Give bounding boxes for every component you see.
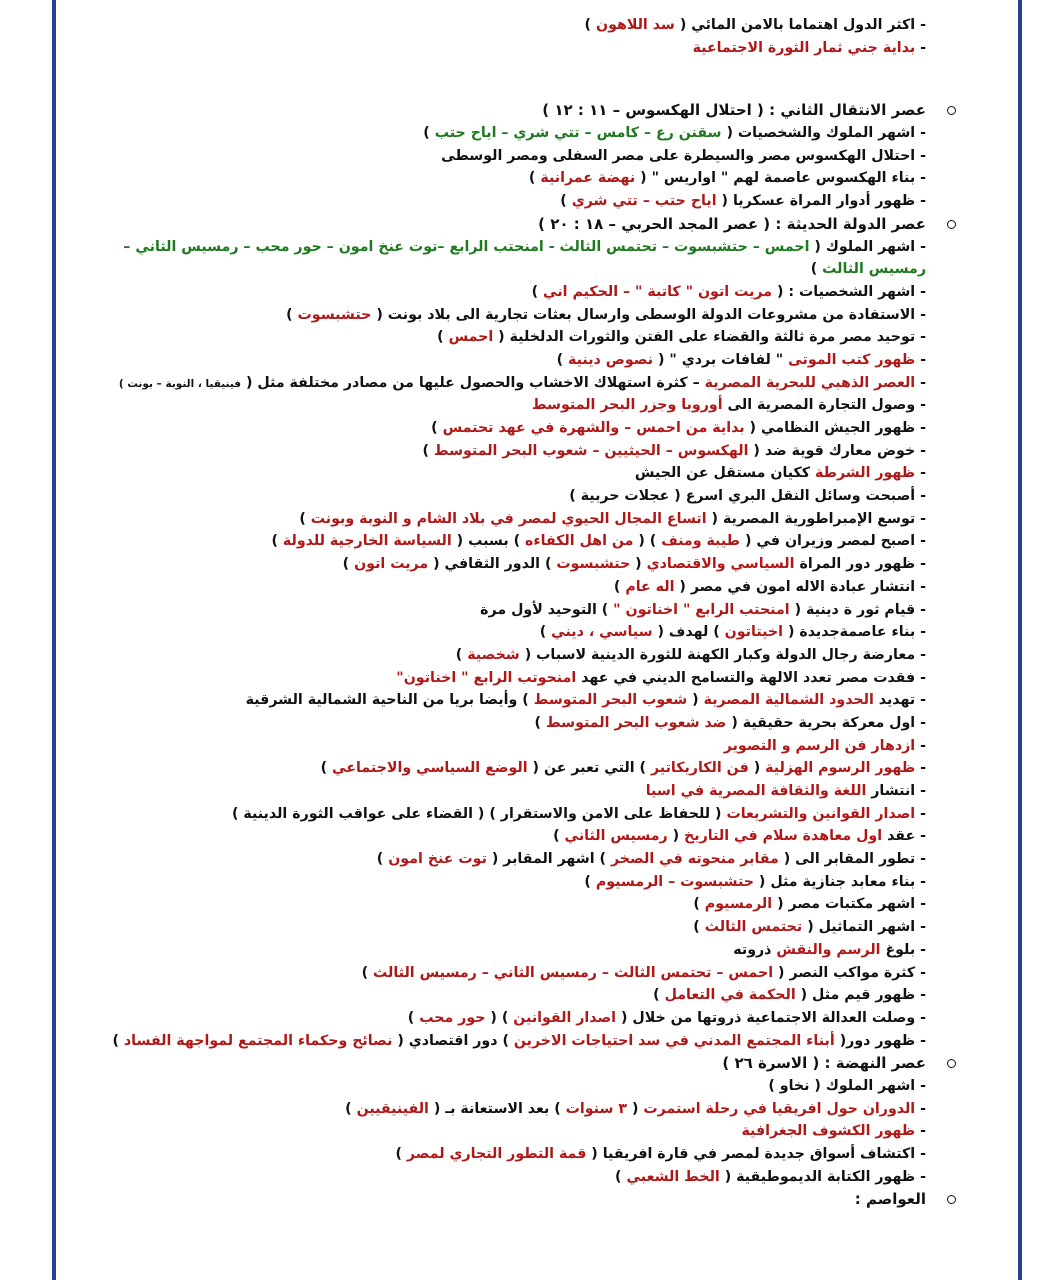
highlight-text: حور محب xyxy=(419,1009,486,1026)
body-text: ) xyxy=(423,125,435,142)
body-text: ) بعد الاستعانة بـ ( xyxy=(428,1100,566,1117)
list-item xyxy=(62,757,926,780)
list-item xyxy=(62,167,926,190)
body-text: - انتشار xyxy=(866,783,926,799)
highlight-text: ازدهار فن الرسم و التصوير xyxy=(723,737,916,754)
body-text: ) xyxy=(112,1032,124,1049)
highlight-text: أوروبا وجزر البحر المتوسط xyxy=(531,397,723,414)
list-item xyxy=(62,939,926,962)
list-item xyxy=(62,1007,926,1030)
document-body xyxy=(62,14,926,1211)
list-item xyxy=(62,462,926,485)
list-item xyxy=(62,508,926,531)
body-text: ) xyxy=(810,261,823,278)
body-text: ) وأيضا بريا من الناحية الشمالية الشرقية xyxy=(245,692,534,709)
list-item xyxy=(62,599,926,622)
list-item xyxy=(62,1166,926,1189)
body-text: - بناء عاصمةجديدة ( xyxy=(783,624,926,641)
body-text: ) xyxy=(584,873,596,890)
body-text: ( للحفاظ على الامن والاستقرار ) ( القضاء على عواقب الثورة الدينية ) xyxy=(231,805,727,822)
highlight-text: تحتمس الثالث xyxy=(704,919,803,936)
list-item xyxy=(62,916,926,939)
body-text: ) xyxy=(422,442,434,459)
highlight-text: الوضع السياسي والاجتماعي xyxy=(332,760,528,777)
list-item xyxy=(62,394,926,417)
body-text: ) xyxy=(320,760,333,777)
highlight-text: الرسم والنقش xyxy=(776,941,881,958)
highlight-text: الدوران حول افريقيا في رحلة استمرت xyxy=(643,1100,916,1117)
body-text: ) اشهر المقابر ( xyxy=(486,851,611,868)
list-item xyxy=(62,689,926,712)
highlight-text: السياسة الخارجية للدولة xyxy=(282,533,452,550)
body-text: ) ( xyxy=(633,533,662,550)
body-text: - xyxy=(915,39,926,56)
highlight-text: ٣ سنوات xyxy=(565,1100,628,1117)
list-item xyxy=(62,326,926,349)
body-text: ) xyxy=(693,896,705,913)
highlight-text: السياسي والاقتصادي xyxy=(646,556,795,573)
highlight-text: من اهل الكفاءه xyxy=(525,533,634,550)
body-text: - ظهور الكتابة الديموطيقية ( xyxy=(719,1168,926,1185)
highlight-text: ظهور الكشوف الجغرافية xyxy=(741,1123,916,1140)
highlight-text: امنحوتب الرابع " اخناتون" xyxy=(396,669,577,686)
highlight-text: نصوص دينية xyxy=(568,351,654,368)
highlight-text: حتشبسوت xyxy=(556,556,631,573)
body-text: عصر النهضة : ( الاسرة ٢٦ ) xyxy=(722,1054,926,1073)
body-text: ) ( xyxy=(485,1009,514,1026)
body-text: - xyxy=(915,465,926,482)
body-text: - اول معركة بحرية حقيقية ( xyxy=(726,714,926,731)
list-item xyxy=(62,984,926,1007)
highlight-text: اله عام xyxy=(625,578,675,595)
body-text: - بناء الهكسوس عاصمة لهم " اواريس " ( xyxy=(635,170,926,187)
body-text: ) xyxy=(395,1146,407,1162)
list-item xyxy=(62,576,926,599)
body-text: - بلوغ xyxy=(880,941,926,958)
section-heading xyxy=(62,213,926,236)
body-text: فينيقيا ، النوبة – بونت ) xyxy=(118,377,241,390)
highlight-text: الحكمة في التعامل xyxy=(664,987,796,1004)
body-text: ) التي تعبر عن ( xyxy=(527,760,651,777)
list-item xyxy=(62,644,926,667)
list-item xyxy=(62,893,926,916)
highlight-text: احمس – تحتمس الثالث – رمسيس الثاني – رمسيس الثالث xyxy=(373,964,774,981)
body-text: - تهديد xyxy=(873,692,926,709)
body-text: ) xyxy=(653,987,665,1004)
highlight-text: اصدار القوانين والتشريعات xyxy=(726,805,916,822)
highlight-text: مريت اتون xyxy=(354,556,429,573)
highlight-text: الخط الشعبي xyxy=(626,1168,720,1185)
highlight-text: احمس xyxy=(448,329,494,346)
list-item xyxy=(62,1143,926,1166)
body-text: " لفافات بردي " ( xyxy=(653,351,789,368)
list-item xyxy=(62,712,926,735)
body-text: ) xyxy=(407,1009,420,1026)
body-text: ذروته xyxy=(733,941,777,958)
list-item xyxy=(62,803,926,826)
body-text: ) xyxy=(342,556,355,573)
highlight-text: الفينيقيين xyxy=(356,1100,429,1117)
body-text: عصر الدولة الحديثة : ( عصر المجد الحربي – ١٨ : ٢٠ ) xyxy=(538,214,926,233)
body-text: - اكثر الدول اهتماما بالامن المائي ( xyxy=(674,17,926,33)
body-text: ( xyxy=(687,692,704,709)
list-item xyxy=(62,621,926,644)
highlight-text: اتساع المجال الحيوي لمصر في بلاد الشام و النوبة وبونت xyxy=(310,510,707,527)
body-text: - ظهور الجيش النظامي ( xyxy=(744,420,926,436)
list-item xyxy=(62,417,926,440)
body-text: - ظهور دور المراة xyxy=(794,556,926,573)
body-text: - انتشار عبادة الاله امون في مصر ( xyxy=(674,578,926,595)
list-item xyxy=(62,962,926,985)
body-text: - ظهور أدوار المراة عسكريا ( xyxy=(716,193,926,210)
body-text: ) دور اقتصادي ( xyxy=(392,1032,514,1049)
body-text: - اشهر مكتبات مصر ( xyxy=(772,896,926,913)
body-text: - الاستفادة من مشروعات الدولة الوسطى وارسال بعثات تجارية الى بلاد بونت ( xyxy=(371,306,926,323)
highlight-text: اياح حتب – تتي شري xyxy=(571,193,717,210)
list-item xyxy=(62,440,926,463)
body-text: ( xyxy=(627,1100,644,1117)
highlight-text: سياسي ، ديني xyxy=(551,624,653,641)
body-text: ( xyxy=(748,760,766,777)
list-item xyxy=(62,780,926,803)
highlight-text: بداية من احمس – والشهرة في عهد تحتمس xyxy=(442,420,745,436)
highlight-text: شخصية xyxy=(467,646,520,663)
list-item xyxy=(62,236,926,259)
body-text: - عقد xyxy=(882,828,926,845)
body-text: - فقدت مصر تعدد الالهة والتسامح الديني في عهد xyxy=(576,669,926,686)
highlight-text: نهضة عمرانية xyxy=(540,170,636,187)
body-text: ) xyxy=(553,828,565,845)
highlight-text: اول معاهدة سلام في التاريخ xyxy=(684,828,883,845)
list-item xyxy=(62,258,926,281)
body-text: - قيام ثور ة دينية ( xyxy=(789,601,926,618)
body-text: ) بسبب ( xyxy=(451,533,526,550)
body-text: ) xyxy=(531,283,543,300)
body-text: ) xyxy=(560,193,572,210)
body-text: عصر الانتقال الثاني : ( احتلال الهكسوس – ١١ : ١٢ ) xyxy=(542,101,926,120)
list-item xyxy=(62,1098,926,1121)
highlight-text: أبناء المجتمع المدني في سد احتياجات الاخرين xyxy=(513,1032,835,1049)
body-text: - توحيد مصر مرة ثالثة والقضاء على الفتن والثورات الدلخلية ( xyxy=(493,329,926,346)
highlight-text: حتشبسوت xyxy=(297,306,372,323)
highlight-text: الرمسيوم xyxy=(704,896,773,913)
body-text: - xyxy=(915,1100,926,1117)
body-text: ) xyxy=(271,533,283,550)
body-text: - بناء معابد جنازية مثل ( xyxy=(753,873,926,890)
body-text: - xyxy=(915,351,926,368)
highlight-text: رمسيس الثاني xyxy=(564,828,668,845)
body-text: - اشهر التماثيل ( xyxy=(802,919,926,936)
body-text: ( xyxy=(667,828,685,845)
body-text: ) xyxy=(556,351,569,368)
body-text: - كثرة مواكب النصر ( xyxy=(773,964,926,981)
body-text: ) xyxy=(615,1168,627,1185)
highlight-text: اصدار القوانين xyxy=(513,1009,617,1026)
list-item xyxy=(62,349,926,372)
highlight-text: نصائح وحكماء المجتمع لمواجهة الفساد xyxy=(123,1032,393,1049)
body-text: ( xyxy=(630,556,647,573)
list-item xyxy=(62,145,926,168)
highlight-text: مريت اتون " كاتبة " – الحكيم اني xyxy=(543,283,773,300)
body-text: - توسع الإمبراطورية المصرية ( xyxy=(706,510,926,527)
body-text: - تطور المقابر الى ( xyxy=(778,851,926,868)
highlight-text: ضد شعوب البحر المتوسط xyxy=(545,714,727,731)
body-text: ) xyxy=(534,714,546,731)
body-text: ) xyxy=(345,1100,357,1117)
list-item xyxy=(62,553,926,576)
highlight-text: توت عنخ امون xyxy=(388,851,487,868)
body-text: ) xyxy=(361,964,373,981)
list-item xyxy=(62,1120,926,1143)
highlight-text: امنحتب الرابع " اخناتون " xyxy=(613,601,790,618)
highlight-text: الهكسوس – الحيثيين – شعوب البحر المتوسط xyxy=(433,442,749,459)
body-text: ) xyxy=(613,578,626,595)
body-text: ككيان مستقل عن الجيش xyxy=(634,465,816,482)
body-text: - وصول التجارة المصرية الى xyxy=(722,397,926,414)
body-text: - خوض معارك قوية ضد ( xyxy=(748,442,926,459)
body-text: - أصبحت وسائل النقل البري اسرع ( عجلات حربية ) xyxy=(569,488,926,505)
body-text: ) التوحيد لأول مرة xyxy=(480,601,614,618)
highlight-text: طيبة ومنف xyxy=(661,533,740,550)
list-item xyxy=(62,304,926,327)
names-text: احمس – حتشبسوت – تحتمس الثالث - امنحتب الرابع –توت عنخ امون – حور محب – رمسيس الثاني – xyxy=(123,238,810,255)
body-text: ) xyxy=(299,510,311,527)
list-item xyxy=(62,37,926,60)
highlight-text: اللغة والثقافة المصرية في اسيا xyxy=(645,783,867,799)
list-item xyxy=(62,485,926,508)
body-text: - ظهور قيم مثل ( xyxy=(795,987,926,1004)
bullet-circle-icon xyxy=(947,220,956,229)
highlight-text: ظهور الشرطة xyxy=(815,465,916,482)
highlight-text: شعوب البحر المتوسط xyxy=(533,692,688,709)
body-text: - اشهر الملوك ( xyxy=(809,238,926,255)
body-text: - معارضة رجال الدولة وكبار الكهنة للثورة الدينية لاسباب ( xyxy=(519,646,926,663)
body-text: ) xyxy=(528,170,541,187)
highlight-text: قمة التطور التجاري لمصر xyxy=(406,1146,587,1162)
body-text: - اشهر الملوك ( نخاو ) xyxy=(768,1077,926,1094)
spacer xyxy=(62,59,926,99)
list-item xyxy=(62,825,926,848)
list-item xyxy=(62,667,926,690)
body-text: ) xyxy=(286,306,298,323)
body-text: ) xyxy=(376,851,389,868)
body-text: - xyxy=(915,374,926,391)
list-item xyxy=(62,1075,926,1098)
body-text: ) xyxy=(693,919,705,936)
body-text: - xyxy=(915,737,926,754)
names-text: سقنن رع – كامس – تتي شري – اياح حتب xyxy=(434,125,722,142)
highlight-text: مقابر منحوته في الصخر xyxy=(610,851,779,868)
body-text: - احتلال الهكسوس مصر والسيطرة على مصر السفلى ومصر الوسطى xyxy=(441,147,926,164)
highlight-text: سد اللاهون xyxy=(595,17,675,33)
list-item xyxy=(62,1030,926,1053)
body-text: - xyxy=(915,1123,926,1140)
body-text: ) xyxy=(437,329,449,346)
body-text: العواصم : xyxy=(854,1190,926,1209)
body-text: - اكتشاف أسواق جديدة لمصر في قارة افريقيا ( xyxy=(586,1146,926,1162)
highlight-text: حتشبسوت – الرمسيوم xyxy=(595,873,754,890)
body-text: ) xyxy=(431,420,443,436)
list-item xyxy=(62,14,926,37)
highlight-text: فن الكاريكاتير xyxy=(650,760,749,777)
names-text: رمسيس الثالث xyxy=(822,261,926,278)
list-item xyxy=(62,281,926,304)
body-text: - xyxy=(915,805,926,822)
body-text: - xyxy=(915,760,926,777)
list-item xyxy=(62,735,926,758)
highlight-text: الحدود الشمالية المصرية xyxy=(703,692,874,709)
body-text: ) xyxy=(584,17,596,33)
body-text: ) xyxy=(539,624,552,641)
body-text: - ظهور دور( xyxy=(834,1032,926,1049)
highlight-text: ظهور كتب الموتى xyxy=(788,351,916,368)
section-heading xyxy=(62,1188,926,1211)
section-heading xyxy=(62,1052,926,1075)
list-item xyxy=(62,848,926,871)
body-text: ) xyxy=(455,646,468,663)
section-heading xyxy=(62,99,926,122)
highlight-text: بداية جني ثمار الثورة الاجتماعية xyxy=(692,39,916,56)
body-text: – كثرة استهلاك الاخشاب والحصول عليها من مصادر مختلفة مثل ( xyxy=(241,374,705,391)
highlight-text: العصر الذهبي للبحرية المصرية xyxy=(704,374,916,391)
list-item xyxy=(62,871,926,894)
body-text: ) لهدف ( xyxy=(652,624,725,641)
body-text: - اصبح لمصر وزيران في ( xyxy=(740,533,926,550)
body-text: - اشهر الملوك والشخصيات ( xyxy=(721,125,926,142)
body-text: - اشهر الشخصيات : ( xyxy=(772,283,926,300)
list-item xyxy=(62,122,926,145)
list-item xyxy=(62,372,926,395)
list-item xyxy=(62,530,926,553)
highlight-text: ظهور الرسوم الهزلية xyxy=(765,760,916,777)
body-text: - وصلت العدالة الاجتماعية ذروتها من خلال ( xyxy=(616,1009,926,1026)
highlight-text: اخيتاتون xyxy=(724,624,783,641)
body-text: ) الدور الثقافي ( xyxy=(428,556,557,573)
list-item xyxy=(62,190,926,213)
